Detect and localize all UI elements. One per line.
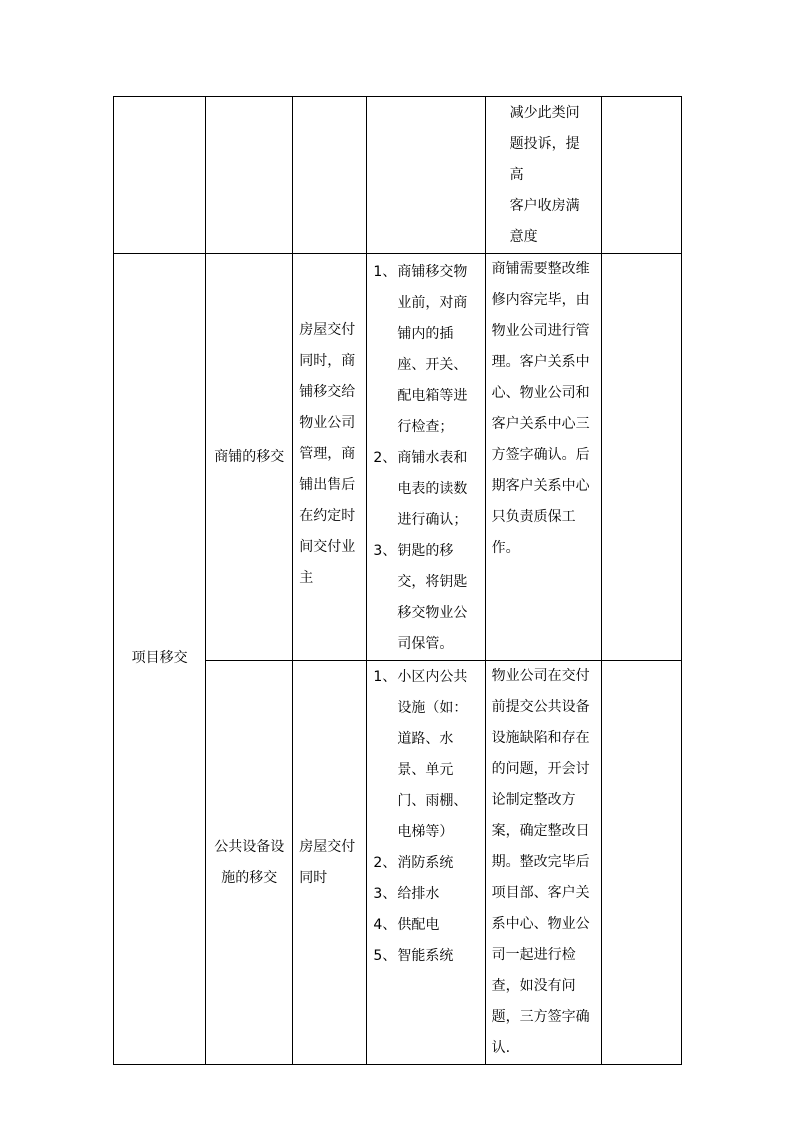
- cell-empty: [114, 97, 206, 254]
- handover-table: [113, 96, 682, 1065]
- step-item: [367, 941, 484, 972]
- steps-list-shop: [367, 257, 484, 660]
- step-number: 1、: [373, 669, 397, 685]
- timing-text-public: 房屋交付 同时: [299, 838, 356, 886]
- table-row-shop: [114, 254, 682, 661]
- step-item: [367, 910, 484, 941]
- table-row-continued: [114, 97, 682, 254]
- step-text: 消防系统: [397, 855, 454, 871]
- cell-continued-text: [485, 97, 601, 254]
- responsibility-text-shop: 商铺需要整改维修内容完毕，由物业公司进行管理。客户关系中心、物业公司和客户关系中心三方签字确认。后期客户关系中心只负责质保工作。: [491, 261, 590, 556]
- step-item: [367, 536, 484, 660]
- step-item: [367, 879, 484, 910]
- step-text: 小区内公共设施（如：道路、水景、单元门、雨棚、电梯等）: [397, 669, 468, 840]
- cell-item-public: [206, 661, 293, 1065]
- cell-timing-shop: [293, 254, 367, 661]
- cell-empty: [293, 97, 367, 254]
- item-label-shop: 商铺的移交: [214, 448, 285, 465]
- step-item: [367, 257, 484, 443]
- cell-category: [114, 254, 206, 1065]
- cell-empty: [601, 254, 681, 661]
- cell-steps-public: [367, 661, 485, 1065]
- step-number: 3、: [373, 886, 397, 902]
- step-text: 给排水: [397, 886, 440, 902]
- cell-empty: [601, 661, 681, 1065]
- step-number: 2、: [373, 450, 397, 466]
- step-item: [367, 848, 484, 879]
- step-number: 4、: [373, 917, 397, 933]
- continued-text: 减少此类问 题投诉，提高 客户收房满 意度: [509, 105, 580, 245]
- item-label-public: 公共设备设 施的移交: [214, 838, 285, 886]
- step-number: 1、: [373, 264, 397, 280]
- responsibility-text-public: 物业公司在交付前提交公共设备设施缺陷和存在的问题，开会讨论制定整改方案，确定整改日期。整改完毕后项目部、客户关系中心、物业公司一起进行检查，如没有问题，三方签字确认.: [491, 668, 590, 1056]
- step-number: 5、: [373, 948, 397, 964]
- step-text: 商铺水表和电表的读数进行确认；: [397, 450, 468, 528]
- step-item: [367, 662, 484, 848]
- cell-responsibility-shop: [485, 254, 601, 661]
- cell-responsibility-public: [485, 661, 601, 1065]
- cell-empty: [367, 97, 485, 254]
- category-label: 项目移交: [131, 650, 188, 666]
- step-item: [367, 443, 484, 536]
- step-text: 智能系统: [397, 948, 454, 964]
- step-text: 供配电: [397, 917, 440, 933]
- cell-item-shop: [206, 254, 293, 661]
- cell-timing-public: [293, 661, 367, 1065]
- step-number: 3、: [373, 543, 397, 559]
- cell-steps-shop: [367, 254, 485, 661]
- timing-text-shop: 房屋交付 同时，商 铺移交给 物业公司 管理，商 铺出售后 在约定时 间交付业 主: [299, 321, 356, 586]
- cell-empty: [601, 97, 681, 254]
- step-text: 钥匙的移交，将钥匙移交物业公司保管。: [397, 543, 468, 652]
- step-text: 商铺移交物业前，对商铺内的插座、开关、配电箱等进行检查；: [397, 264, 468, 435]
- step-number: 2、: [373, 855, 397, 871]
- cell-empty: [206, 97, 293, 254]
- steps-list-public: [367, 662, 484, 972]
